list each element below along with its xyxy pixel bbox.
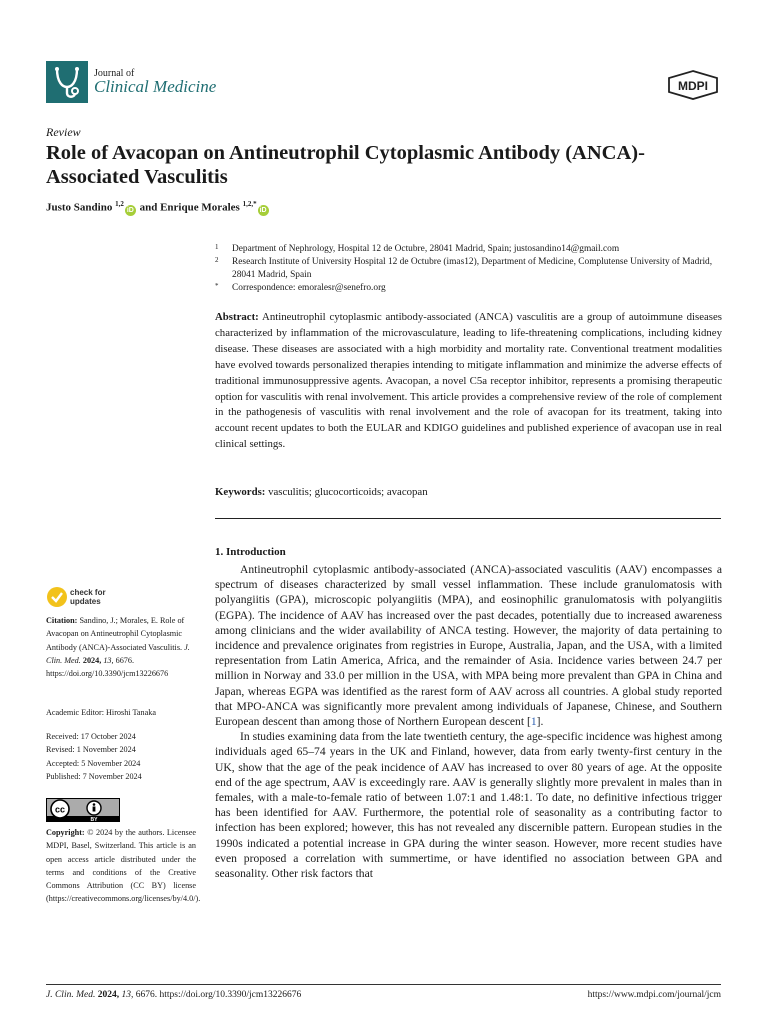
citation-doi[interactable]: 6676. https://doi.org/10.3390/jcm13226676 bbox=[46, 655, 169, 679]
date-published: Published: 7 November 2024 bbox=[46, 771, 142, 781]
paragraph bbox=[215, 562, 722, 729]
cc-by-label: BY bbox=[90, 817, 98, 822]
check-updates-line1: check for bbox=[70, 588, 106, 597]
article-type: Review bbox=[46, 125, 81, 139]
article-title: Role of Avacopan on Antineutrophil Cytoplasmic Antibody (ANCA)-Associated Vasculitis bbox=[46, 142, 645, 188]
svg-text:cc: cc bbox=[54, 804, 66, 815]
citation-journal: J. Clin. Med. bbox=[46, 642, 190, 665]
footer-doi[interactable]: 6676. https://doi.org/10.3390/jcm13226676 bbox=[135, 990, 302, 1000]
footer-journal: J. Clin. Med. bbox=[46, 990, 96, 1000]
orcid-icon[interactable]: iD bbox=[126, 206, 134, 214]
keywords-label: Keywords: bbox=[215, 486, 266, 498]
date-accepted: Accepted: 5 November 2024 bbox=[46, 758, 141, 768]
affiliation bbox=[215, 256, 725, 282]
affiliation-mark: * bbox=[215, 282, 219, 290]
check-updates-line2: updates bbox=[70, 597, 101, 606]
footer-journal-url[interactable]: https://www.mdpi.com/journal/jcm bbox=[587, 990, 721, 1000]
paragraph-end: ]. bbox=[536, 715, 544, 729]
reference-link[interactable]: 1 bbox=[530, 715, 537, 729]
citation-label: Citation: bbox=[46, 616, 78, 625]
citation-year: 2024, bbox=[82, 655, 102, 665]
paragraph-text: Antineutrophil cytoplasmic antibody-associated (ANCA)-associated vasculitis (AAV) encompasses a spectrum of diseases characterized by small vessel inflammation. These include granulomatosis with polyangiitis (GPA), microscopic polyangiitis (MPA), and eosinophilic granulomatosis with polyangiitis (EGPA). The incidence of AAV has increased over the past decades, potentially due to increased awareness among clinicians and the wider availability of ANCA testing. However, the majority of data pertaining to incidence and prevalence originates from registries in Europe, Australia, Japan, and the USA, with a limited representation from Latin America, Africa, and the remainder of Asia. Incidence varies between 24.7 per million in Norway and 33.0 per million in the USA, with MPA being more prevalent than GPA in China and Japan, whereas EGPA was identified as the rarest form of AAV across all countries. A global study reported that MPO-ANCA was significantly more prevalent among individuals of Japanese, Chinese, and Southern European descent than among those of Northern European descent [ bbox=[215, 563, 722, 729]
keywords bbox=[215, 486, 722, 498]
divider bbox=[215, 518, 721, 519]
author-join[interactable]: and Enrique Morales bbox=[139, 201, 240, 214]
affiliation-text: Department of Nephrology, Hospital 12 de Octubre, 28041 Madrid, Spain; justosandino14@gmail.com bbox=[232, 244, 620, 254]
mdpi-logo-text: MDPI bbox=[678, 79, 708, 93]
check-for-updates-label[interactable] bbox=[70, 588, 106, 606]
section-heading: 1. Introduction bbox=[215, 546, 286, 558]
citation bbox=[46, 614, 196, 680]
keywords-text: vasculitis; glucocorticoids; avacopan bbox=[268, 486, 428, 498]
journal-name: Clinical Medicine bbox=[94, 77, 217, 96]
correspondence bbox=[215, 282, 725, 295]
affiliation-mark: 2 bbox=[215, 256, 219, 264]
publication-dates bbox=[46, 730, 196, 783]
author-affiliation-mark: 1,2,* bbox=[242, 200, 257, 208]
correspondence-text: Correspondence: emoralesr@senefro.org bbox=[232, 283, 386, 293]
date-received: Received: 17 October 2024 bbox=[46, 732, 136, 741]
body-text bbox=[215, 562, 722, 881]
copyright bbox=[46, 826, 201, 906]
journal-logo bbox=[46, 61, 88, 103]
affiliation-text: Research Institute of University Hospital 12 de Octubre (imas12), Department of Medicine, Complutense University of Madrid, 28041 Madrid, Spain bbox=[232, 257, 713, 280]
mdpi-logo bbox=[667, 70, 719, 100]
author-list bbox=[46, 200, 270, 216]
journal-of-label: Journal of bbox=[94, 68, 135, 79]
footer-citation bbox=[46, 990, 301, 1000]
copyright-text: © 2024 by the authors. Licensee MDPI, Basel, Switzerland. This article is an open access article distributed under the terms and conditions of the Creative Commons Attribution (CC BY) license (https://creativecommons.org/licenses/by/4.0/). bbox=[46, 828, 201, 904]
author-affiliation-mark: 1,2 bbox=[115, 200, 124, 208]
check-for-updates-icon[interactable] bbox=[46, 586, 68, 608]
citation-text: Sandino, J.; Morales, E. Role of Avacopan on Antineutrophil Cytoplasmic Antibody (ANCA)-Associated Vasculitis. bbox=[46, 616, 185, 652]
abstract bbox=[215, 310, 722, 453]
footer-divider bbox=[46, 984, 721, 985]
copyright-label: Copyright: bbox=[46, 828, 85, 837]
footer-volume: 13, bbox=[121, 990, 134, 1000]
abstract-text: Antineutrophil cytoplasmic antibody-associated (ANCA) vasculitis are a group of autoimmune diseases characterized by inflammation of the microvasculature, leading to life-threatening complications, including kidney disease. These diseases are associated with a high morbidity and mortality rate. Conventional treatment modalities have evolved towards personalized therapies intending to mitigate inflammation and minimize the adverse effects of traditional immunosuppressive agents. Avacopan, a novel C5a receptor inhibitor, represents a promising therapeutic option for vasculitis with renal involvement. This article provides a comprehensive review of the role of complement in the pathogenesis of vasculitis with renal involvement and the role of avacopan for its treatment, taking into account recent updates to both the EULAR and KDIGO guidelines and published experience of avacopan use in real clinical settings. bbox=[215, 311, 722, 451]
paragraph: In studies examining data from the late twentieth century, the age-specific incidence was highest among individuals aged 65–74 years in the UK and Finland, however, data from early twenty-first century in the UK, show that the age of the peak incidence of AAV has increased to over 80 years of age. At the opposite end of the age spectrum, AAV is exceedingly rare. AAV is generally slightly more prevalent in males than in females, with a male-to-female ratio of between 1.07:1 and 1.48:1. To date, no definitive infectious trigger has been identified for AAV. Furthermore, the potential role of seasonality as a contributing factor to infection has been explored; however, this has not revealed any discernible pattern. European studies in the 1990s indicated a potential increase in GPA during the winter season. However, more recent studies have even proposed a correlation with summertime, or have identified no association between GPA and seasonality. Other risk factors that bbox=[215, 730, 722, 881]
affiliation bbox=[215, 243, 725, 256]
date-revised: Revised: 1 November 2024 bbox=[46, 745, 136, 755]
cc-by-license-icon[interactable] bbox=[46, 798, 120, 822]
citation-volume: 13, bbox=[103, 655, 114, 665]
academic-editor: Academic Editor: Hiroshi Tanaka bbox=[46, 708, 156, 717]
author-name[interactable]: Justo Sandino bbox=[46, 201, 113, 214]
orcid-icon[interactable]: iD bbox=[259, 206, 267, 214]
affiliation-mark: 1 bbox=[215, 243, 219, 251]
abstract-label: Abstract: bbox=[215, 311, 259, 323]
footer-year: 2024, bbox=[97, 990, 120, 1000]
